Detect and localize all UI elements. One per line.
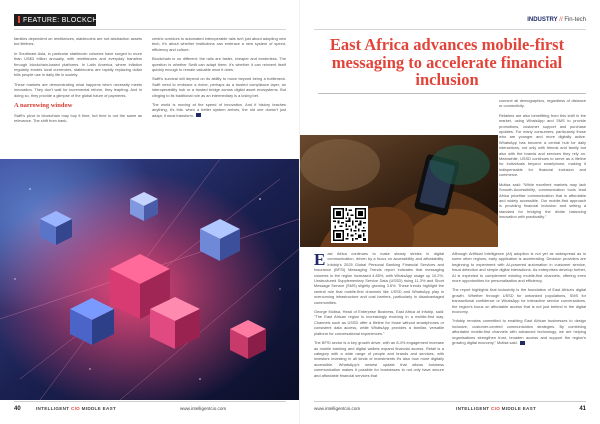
paragraph-text: "Infobip remains committed to enabling East African businesses to design inclusive, customer-centred communication strategies. By combining affordable mobile-first channels with advanced technology, we are helping organisations strengthen trust, broaden access and support the region's growing digital economy," Mutisa said. (452, 318, 586, 346)
paragraph: Swift's survival will depend on its ability to move beyond being a bottleneck. Swift need to embrace a richer, perhaps as a trusted compliance layer, an interoperability hub or a trusted bridge across digital asset ecosystems. But clinging to its traditional role as an intermediary is a losing bet. (152, 76, 286, 98)
paragraph: These markets are demonstrating what happens when necessity meets innovation. They don't wait for incremental reform, they leapfrog. And in doing so, they provide a glimpse of the global future of payments. (14, 81, 142, 98)
paragraph: connect all demographics, regardless of distance or connectivity. (499, 98, 586, 109)
footer-brand (36, 406, 116, 411)
paragraph: The BFSI sector is a key growth driver, with an 8.4% engagement increase as mobile banking and digital wallets expand financial access. Retail is a category with a wide range of people and brands and services, with investors investing in all kinds of investments it's also now more digitally accessible. WhatsApp's newest update that allows business communication makes it possible for businesses to not only have secure and affordable financial services that (314, 340, 444, 378)
paragraph-text: The world is moving at the speed of innovation. And if history teaches anything, it's this: when a better system arrives, the old one doesn't just adapt, it must transform. (152, 102, 286, 118)
header-rule-right (314, 29, 586, 30)
hands-phone-photo (300, 135, 498, 247)
footer-brand-prefix: INTELLIGENT (35, 406, 71, 411)
paragraph-text: ast Africa continues to make steady strides in digital communication, driven by a focus on accessibility and affordability. Infobip's 2025 Global Personal Banking Financial Services and Insurance (BFSI) Messaging Trends report indicates that messaging volumes in the region increased 4.85%, with WhatsApp usage up 10.2%, Unstructured Supplementary Service Data (USSD) rising 11.3% and Short Message Service (SMS) slightly growing 3.6%. These trends highlight the central role that mobile-first channels like USSD and WhatsApp play in overcoming infrastructure and cost barriers, particularly in disadvantaged communities. (314, 251, 444, 305)
paragraph: families dependent on remittances, stablecoins are not abstraction assets but lifelines. (14, 36, 142, 47)
footer-brand-cio: CIO (70, 406, 81, 411)
paragraph: centric corridors to automated interoperable rails isn't just about adopting new tech, it's about whether institutions can embrace a new system of speed, efficiency and culture. (152, 36, 286, 52)
paragraph: George Mutisa, Head of Enterprise Business, East Africa at Infobip, said: "The East African region is increasingly evolving in a mobile-first way. Channels such as USSD offer a lifeline for those without smartphones or consistent data access, while WhatsApp provides a familiar, versatile platform for conversational experiences." (314, 309, 444, 336)
footer-brand-suffix: MIDDLE EAST (80, 406, 117, 411)
footer-url[interactable]: www.intelligentcio.com (180, 406, 227, 411)
subheading: A narrowing window (14, 102, 73, 110)
title-separator (318, 93, 586, 94)
section-tag-right (527, 14, 586, 26)
hands-phone-image (300, 135, 498, 247)
qr-code-icon[interactable] (331, 206, 368, 243)
section-tag-industry: INDUSTRY (527, 17, 558, 23)
paragraph (314, 251, 444, 305)
footer-brand-prefix: INTELLIGENT (456, 406, 491, 411)
paragraph (152, 102, 286, 118)
footer-rule-right (314, 401, 586, 402)
blockchain-cubes-illustration (0, 159, 299, 400)
page-number: 40 (14, 406, 21, 412)
end-mark-icon (196, 113, 201, 117)
paragraph: Retailers are also benefitting from this shift in the market, using WhatsApp and SMS to provide promotions, customer support and purchase updates. For many consumers, particularly those who are younger and more digitally active, WhatsApp has become a central hub for daily interactions, not only with friends and family but also with the brands and services they rely on. Meanwhile, USSD continues to serve as a lifeline for individuals beyond smartphone, making it indispensable for financial inclusion and commerce. (499, 112, 586, 178)
footer-brand-suffix: MIDDLE EAST (500, 406, 537, 411)
paragraph: Although Artificial Intelligence (AI) adoption is not yet as widespread as in some other regions, early application is accelerating. Decision providers are beginning to experiment with AI-powered automation in customer service, fraud detection and simple digital interactions. As enterprises develop further, AI is expected to complement existing mobile-first channels, offering even more opportunities for personalisation and efficiency. (452, 251, 586, 284)
section-tag-left-label: FEATURE: BLOCKCHAIN (23, 17, 111, 24)
footer-brand-cio: CIO (491, 406, 501, 411)
qr-code-graphic (333, 208, 366, 241)
section-tag-separator: // (557, 17, 565, 23)
right-column-2 (452, 251, 586, 350)
left-column-2 (152, 36, 286, 122)
blockchain-illustration (0, 159, 299, 400)
page-number: 41 (579, 406, 586, 412)
paragraph: In Southeast Asia, in particular stablecoin volumes have surged to more than US$3 trillion annually, with remittances and everyday transfers through blockchain-based platforms. In Latin America, where inflation regularly erodes local currencies, stablecoins are rapidly replacing dollar bills people use in daily life in society. (14, 50, 142, 78)
left-footer (14, 404, 286, 414)
left-column-1 (14, 36, 142, 128)
right-column-1 (314, 251, 444, 382)
right-footer (314, 404, 586, 414)
footer-rule (14, 401, 286, 402)
paragraph: Blockchain is no different: the rails are faster, cheaper and borderless. The question is whether Swift can adapt them: it's whether it can reinvent itself quickly enough to remain valuable once it does. (152, 56, 286, 73)
section-tag-left (14, 14, 111, 26)
paragraph: Mutisa said: "While excellent markets may lack Smooth-Accessibility, communication tools lead Africa prioritise communication that is affordable and widely accessible. Our mobile-first approach is providing financial inclusion and setting a standard for bridging the divide balancing innovation with practicality." (499, 181, 586, 220)
paragraph: Swift's pivot to blockchain may buy it time, but time is not the same as relevance. The shift from bank- (14, 113, 142, 124)
article-title: East Africa advances mobile-first messaging to accelerate financial inclusion (329, 35, 565, 90)
footer-url[interactable]: www.intelligentcio.com (314, 406, 361, 411)
drop-cap: E (314, 250, 326, 269)
section-tag-fintech: Fin-tech (564, 17, 586, 23)
paragraph: The report highlights that inclusivity is the foundation of East Africa's digital growth. Whether through USSD for unbanked populations, SMS for transactional confidence or WhatsApp for interactive service conversations, the region's focus on affordable access that is not just behind in the digital economy. (452, 287, 586, 315)
tag-accent-bar (18, 16, 20, 23)
right-column-side (499, 98, 586, 224)
header-rule (14, 29, 286, 30)
paragraph (452, 318, 586, 345)
footer-brand (456, 404, 536, 414)
end-mark-icon (520, 341, 525, 345)
